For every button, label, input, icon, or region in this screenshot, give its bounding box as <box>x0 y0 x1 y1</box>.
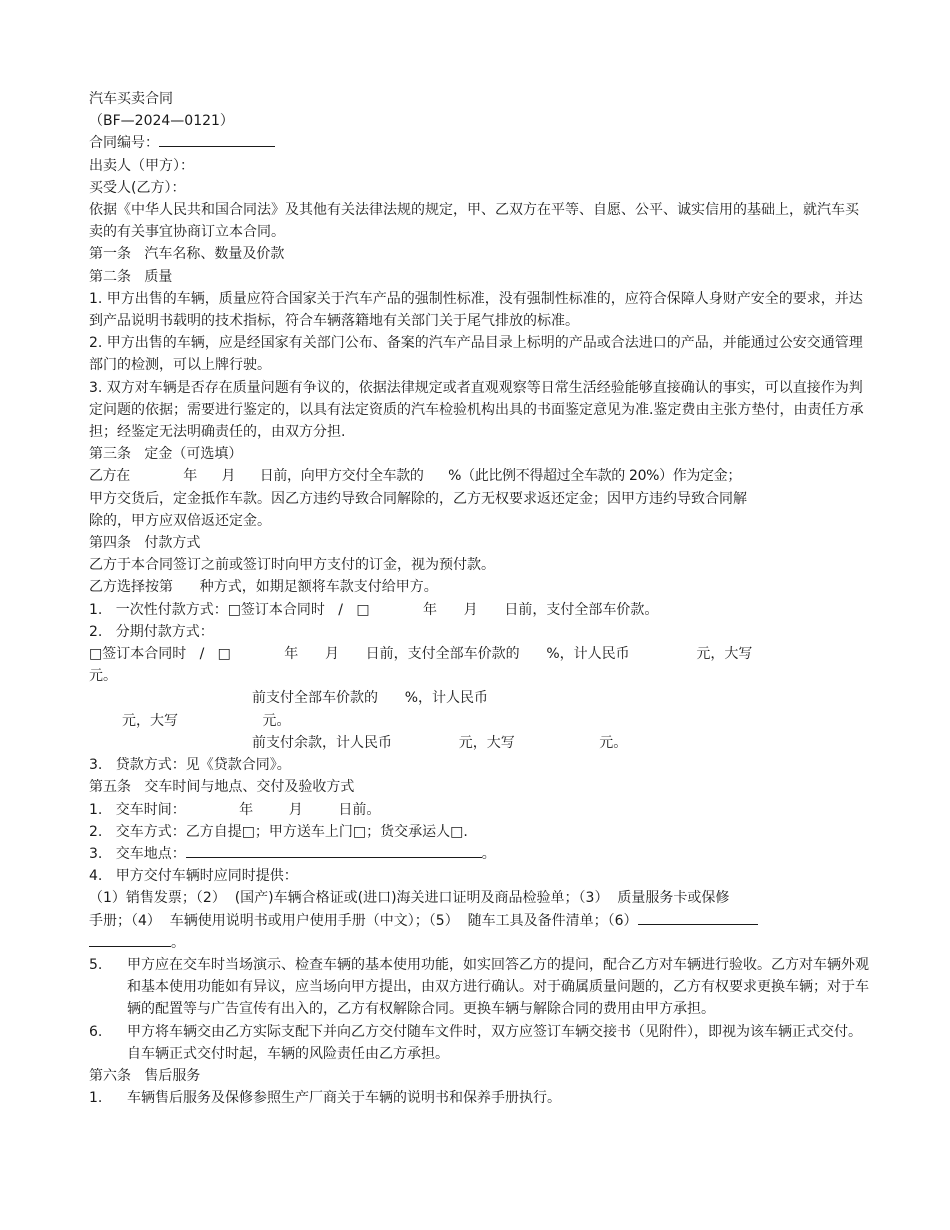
payment-option-2: 2. 分期付款方式： <box>89 623 214 640</box>
article-6-heading: 第六条 售后服务 <box>89 1067 201 1084</box>
payment-option-2-line-c: 前支付全部车价款的 %，计人民币 <box>252 690 489 707</box>
article-3-line-1: 乙方在 年 月 日前，向甲方交付全车款的 %（此比例不得超过全车款的 20%）作为定金； <box>89 468 741 485</box>
article-4-line-2: 乙方选择按第 种方式，如期足额将车款支付给甲方。 <box>89 579 438 596</box>
contract-document <box>89 88 869 1109</box>
payment-option-2-line-e: 前支付余款，计人民币 元，大写 元。 <box>252 734 628 751</box>
seller-line: 出卖人（甲方）： <box>89 157 194 174</box>
clause-text: 车辆售后服务及保修参照生产厂商关于车辆的说明书和保养手册执行。 <box>127 1090 561 1107</box>
article-5-heading: 第五条 交车时间与地点、交付及验收方式 <box>89 779 355 796</box>
doc-title: 汽车买卖合同 <box>89 91 173 107</box>
clause-number: 1. <box>89 1090 103 1107</box>
documents-list-text: 手册；（4） 车辆使用说明书或用户使用手册（中文）；（5） 随车工具及备件清单；（6） <box>89 912 638 929</box>
article-5-clause-6 <box>89 1021 869 1065</box>
article-3-line-2: 甲方交货后，定金抵作车款。因乙方违约导致合同解除的，乙方无权要求返还定金；因甲方违约导致合同解 <box>89 490 747 507</box>
clause-text: 甲方将车辆交由乙方实际支配下并向乙方交付随车文件时，双方应签订车辆交接书（见附件），即视为该车辆正式交付。自车辆正式交付时起，车辆的风险责任由乙方承担。 <box>127 1023 862 1062</box>
payment-option-3: 3. 贷款方式：见《贷款合同》。 <box>89 757 291 774</box>
article-2-clause-3: 3. 双方对车辆是否存在质量问题有争议的，依据法律规定或者直观观察等日常生活经验能够直接确认的事实，可以直接作为判定问题的依据；需要进行鉴定的，以具有法定资质的汽车检验机构出具的书面鉴定意见为准.鉴定费由主张方垫付，由责任方承担；经鉴定无法明确责任的，由双方分担. <box>89 379 864 441</box>
article-2-clause-1: 1. 甲方出售的车辆，质量应符合国家关于汽车产品的强制性标准，没有强制性标准的，应符合保障人身财产安全的要求，并达到产品说明书载明的技术指标，符合车辆落籍地有关部门关于尾气排放的标准。 <box>89 290 863 330</box>
clause-number: 6. <box>89 1023 103 1040</box>
preamble: 依据《中华人民共和国合同法》及其他有关法律法规的规定，甲、乙双方在平等、自愿、公平、诚实信用的基础上，就汽车买卖的有关事宜协商订立本合同。 <box>89 202 859 241</box>
article-2-clause-2: 2. 甲方出售的车辆，应是经国家有关部门公布、备案的汽车产品目录上标明的产品或合法进口的产品，并能通过公安交通管理部门的检测，可以上牌行驶。 <box>89 335 863 374</box>
contract-number-blank <box>159 133 275 147</box>
article-5-clause-1: 1. 交车时间： 年 月 日前。 <box>89 801 381 818</box>
delivery-place-end: 。 <box>481 845 496 862</box>
documents-other-blank <box>638 911 758 925</box>
payment-option-1: 1. 一次性付款方式：□签订本合同时 / □ 年 月 日前，支付全部车价款。 <box>89 601 659 618</box>
clause-text: 甲方应在交车时当场演示、检查车辆的基本使用功能，如实回答乙方的提问，配合乙方对车辆进行验收。乙方对车辆外观和基本使用功能如有异议，应当场向甲方提出，由双方进行确认。对于确属质量问题的，乙方有权要求更换车辆；对于车辆的配置等与广告宣传有出入的，乙方有权解除合同。更换车辆与解除合同的费用由甲方承担。 <box>127 956 869 1018</box>
contract-number-label: 合同编号： <box>89 135 159 152</box>
article-5-clause-5 <box>89 954 869 1021</box>
article-5-clause-4-line-c <box>89 932 869 954</box>
article-2-heading: 第二条 质量 <box>89 268 173 285</box>
documents-other-blank-cont <box>89 933 171 947</box>
contract-number-line <box>89 132 869 154</box>
article-4-heading: 第四条 付款方式 <box>89 535 201 552</box>
payment-option-2-line-b: 元。 <box>89 668 117 685</box>
article-1-heading: 第一条 汽车名称、数量及价款 <box>89 246 285 263</box>
article-5-clause-2: 2. 交车方式：乙方自提□；甲方送车上门□；货交承运人□. <box>89 823 468 840</box>
doc-code: （BF—2024—0121） <box>89 113 234 130</box>
article-6-clause-1 <box>89 1087 869 1109</box>
article-5-clause-4: 4. 甲方交付车辆时应同时提供： <box>89 868 298 885</box>
article-5-clause-4-line-a: （1）销售发票；（2） (国产)车辆合格证或(进口)海关进口证明及商品检验单；（3） 质量服务卡或保修 <box>89 890 730 907</box>
delivery-place-label: 3. 交车地点： <box>89 845 186 862</box>
article-5-clause-4-line-b <box>89 910 869 932</box>
clause-number: 5. <box>89 956 103 973</box>
documents-list-end: 。 <box>171 934 185 951</box>
payment-option-2-line-d: 元，大写 元。 <box>122 712 291 729</box>
article-3-line-3: 除的，甲方应双倍返还定金。 <box>89 512 271 529</box>
article-4-line-1: 乙方于本合同签订之前或签订时向甲方支付的订金，视为预付款。 <box>89 557 495 574</box>
buyer-line: 买受人(乙方）： <box>89 179 186 196</box>
delivery-place-blank <box>186 844 482 858</box>
payment-option-2-line-a: □签订本合同时 / □ 年 月 日前，支付全部车价款的 %，计人民币 元，大写 <box>89 646 753 663</box>
article-5-clause-3 <box>89 843 869 865</box>
article-3-heading: 第三条 定金（可选填） <box>89 446 243 463</box>
